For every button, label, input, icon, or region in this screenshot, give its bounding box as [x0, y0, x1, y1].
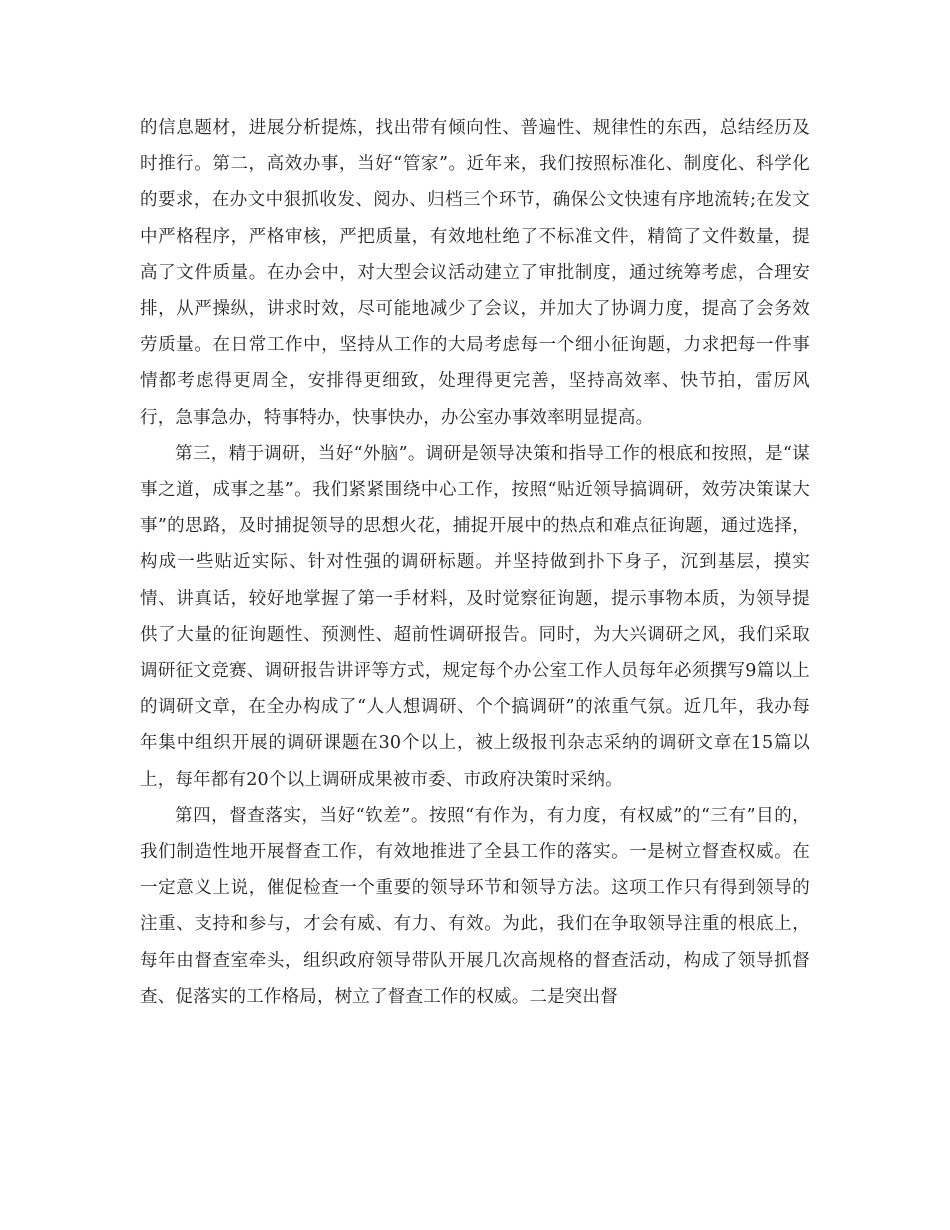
paragraph-1: 的信息题材，进展分析提炼，找出带有倾向性、普遍性、规律性的东西，总结经历及时推行。第二，高效办事，当好“管家”。近年来，我们按照标准化、制度化、科学化的要求，在办文中狠抓收发、阅办、归档三个环节，确保公文快速有序地流转;在发文中严格程序，严格审核，严把质量，有效地杜绝了不标准文件，精简了文件数量，提高了文件质量。在办会中，对大型会议活动建立了审批制度，通过统筹考虑，合理安排，从严操纵，讲求时效，尽可能地减少了会议，并加大了协调力度，提高了会务效劳质量。在日常工作中，坚持从工作的大局考虑每一个细小征询题，力求把每一件事情都考虑得更周全，安排得更细致，处理得更完善，坚持高效率、快节拍，雷厉风行，急事急办，特事特办，快事快办，办公室办事效率明显提高。 [140, 118, 810, 428]
paragraph-2: 第三，精于调研，当好“外脑”。调研是领导决策和指导工作的根底和按照，是“谋事之道，成事之基”。我们紧紧围绕中心工作，按照“贴近领导搞调研，效劳决策谋大事”的思路，及时捕捉领导的思想火花，捕捉开展中的热点和难点征询题，通过选择，构成一些贴近实际、针对性强的调研标题。并坚持做到扑下身子，沉到基层，摸实情、讲真话，较好地掌握了第一手材料，及时觉察征询题，提示事物本质，为领导提供了大量的征询题性、预测性、超前性调研报告。同时，为大兴调研之风，我们采取调研征文竞赛、调研报告讲评等方式，规定每个办公室工作人员每年必须撰写9篇以上的调研文章，在全办构成了“人人想调研、个个搞调研”的浓重气氛。近几年，我办每年集中组织开展的调研课题在30个以上，被上级报刊杂志采纳的调研文章在15篇以上，每年都有20个以上调研成果被市委、市政府决策时采纳。 [140, 443, 810, 790]
paragraph-3: 第四，督查落实，当好“钦差”。按照“有作为，有力度，有权威”的“三有”目的，我们制造性地开展督查工作，有效地推进了全县工作的落实。一是树立督查权威。在一定意义上说，催促检查一个重要的领导环节和领导方法。这项工作只有得到领导的注重、支持和参与，才会有威、有力、有效。为此，我们在争取领导注重的根底上，每年由督查室牵头，组织政府领导带队开展几次高规格的督查活动，构成了领导抓督查、促落实的工作格局，树立了督查工作的权威。二是突出督 [140, 805, 810, 1007]
document-body [140, 110, 810, 1015]
